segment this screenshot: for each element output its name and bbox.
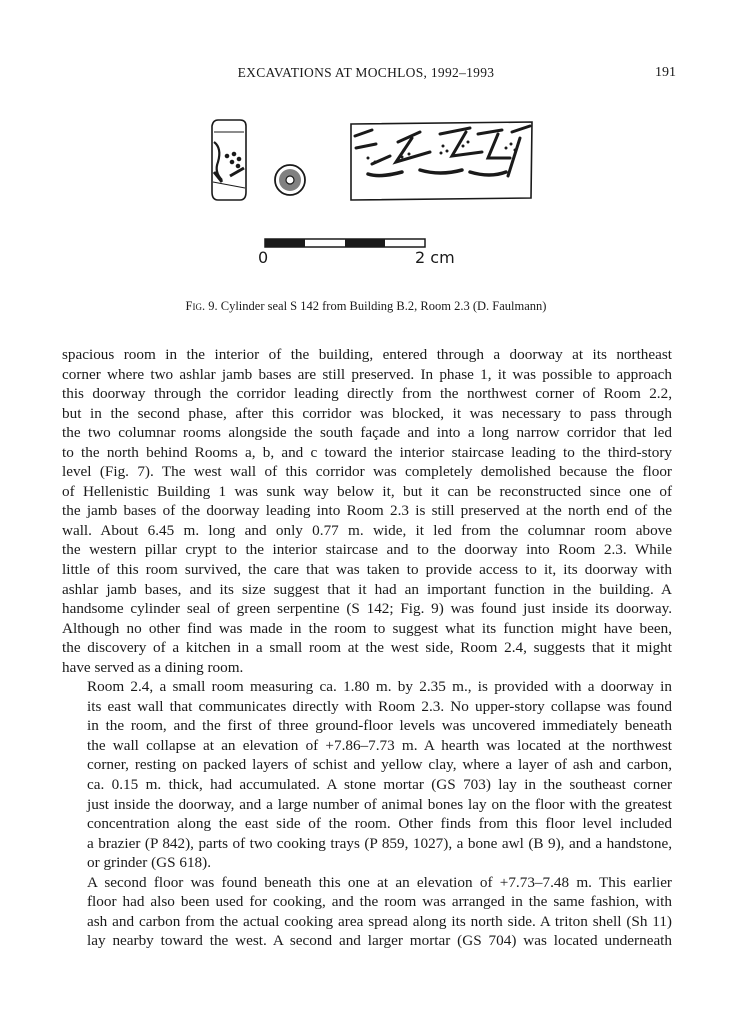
text-line: in the room, and the first of three ground-floor levels was uncovered immediately beneath	[87, 717, 672, 735]
text-line: corner where two ashlar jamb bases are still preserved. In phase 1, it was possible to approach	[62, 365, 672, 383]
figure-9	[0, 112, 732, 272]
seal-impression-rollout	[351, 122, 532, 200]
text-line: ashlar jamb bases, and its size suggest that it had an important function in the building. A	[62, 580, 672, 598]
running-title: EXCAVATIONS AT MOCHLOS, 1992–1993	[237, 65, 495, 80]
body-text	[62, 345, 672, 951]
text-line: floor had also been used for cooking, and the room was arranged in the same fashion, with	[87, 893, 672, 911]
text-line: wall. About 6.45 m. long and only 0.77 m. wide, it led from the columnar room above	[62, 521, 672, 539]
caption-text: Cylinder seal S 142 from Building B.2, Room 2.3 (D. Faulmann)	[220, 299, 547, 313]
paragraph-1	[62, 345, 672, 677]
cylinder-seal-drawing	[0, 112, 732, 272]
text-line: ash and carbon from the actual cooking area spread along its north side. A triton shell (Sh 11)	[87, 912, 672, 930]
text-line: its east wall that communicates directly with Room 2.3. No upper-story collapse was found	[87, 697, 672, 715]
paragraph-2	[62, 677, 672, 872]
text-line: handsome cylinder seal of green serpentine (S 142; Fig. 9) was found just inside its doorway.	[62, 600, 672, 618]
page-number: 191	[655, 65, 676, 80]
text-line: the two columnar rooms alongside the south façade and into a long narrow corridor that led	[62, 424, 672, 442]
text-line: just inside the doorway, and a large number of animal bones lay on the floor with the greatest	[87, 795, 672, 813]
seal-side-view	[212, 120, 246, 200]
text-line: corner, resting on packed layers of schist and yellow clay, where a layer of ash and carbon,	[87, 756, 672, 774]
text-line: the discovery of a kitchen in a small room at the west side, Room 2.4, suggests that it might	[62, 639, 672, 657]
text-line: have served as a dining room.	[62, 658, 244, 676]
scale-start-label: 0	[258, 248, 269, 267]
caption-label: Fig. 9.	[185, 299, 218, 313]
text-line: or grinder (GS 618).	[87, 854, 212, 872]
text-line: the western pillar crypt to the interior staircase and to the doorway into Room 2.3. While	[62, 541, 672, 559]
text-line: lay nearby toward the west. A second and larger mortar (GS 704) was located underneath	[87, 932, 672, 950]
text-line: ca. 0.15 m. thick, had accumulated. A stone mortar (GS 703) lay in the southeast corner	[87, 776, 672, 794]
text-line: to the north behind Rooms a, b, and c toward the interior staircase leading to the third-story	[62, 443, 672, 461]
text-line: this doorway through the corridor leading directly from the northwest corner of Room 2.2,	[62, 385, 672, 403]
text-line: Although no other find was made in the room to suggest what its function might have been,	[62, 619, 672, 637]
seal-end-view	[275, 165, 305, 195]
scale-end-label: 2 cm	[415, 248, 455, 267]
paragraph-3	[62, 873, 672, 951]
text-line: the wall collapse at an elevation of +7.86–7.73 m. A hearth was located at the northwest	[87, 736, 672, 754]
text-line: level (Fig. 7). The west wall of this corridor was completely demolished because the floor	[62, 463, 672, 481]
text-line: little of this room survived, the care that was taken to provide access to it, its doorway with	[62, 561, 672, 579]
text-line: the jamb bases of the doorway leading into Room 2.3 is still preserved at the north end of the	[62, 502, 672, 520]
scale-bar	[265, 239, 425, 247]
text-line: Room 2.4, a small room measuring ca. 1.80 m. by 2.35 m., is provided with a doorway in	[87, 678, 672, 696]
text-line: a brazier (P 842), parts of two cooking trays (P 859, 1027), a bone awl (B 9), and a handstone,	[87, 834, 672, 852]
figure-caption	[0, 299, 732, 314]
text-line: concentration along the east side of the room. Other finds from this floor level included	[87, 815, 672, 833]
text-line: A second floor was found beneath this one at an elevation of +7.73–7.48 m. This earlier	[87, 873, 672, 891]
text-line: of Hellenistic Building 1 was sunk way below it, but it can be reconstructed since one of	[62, 482, 672, 500]
text-line: but in the second phase, after this corridor was blocked, it was necessary to pass through	[62, 404, 672, 422]
text-line: spacious room in the interior of the building, entered through a doorway at its northeast	[62, 346, 672, 363]
running-header	[0, 65, 732, 85]
